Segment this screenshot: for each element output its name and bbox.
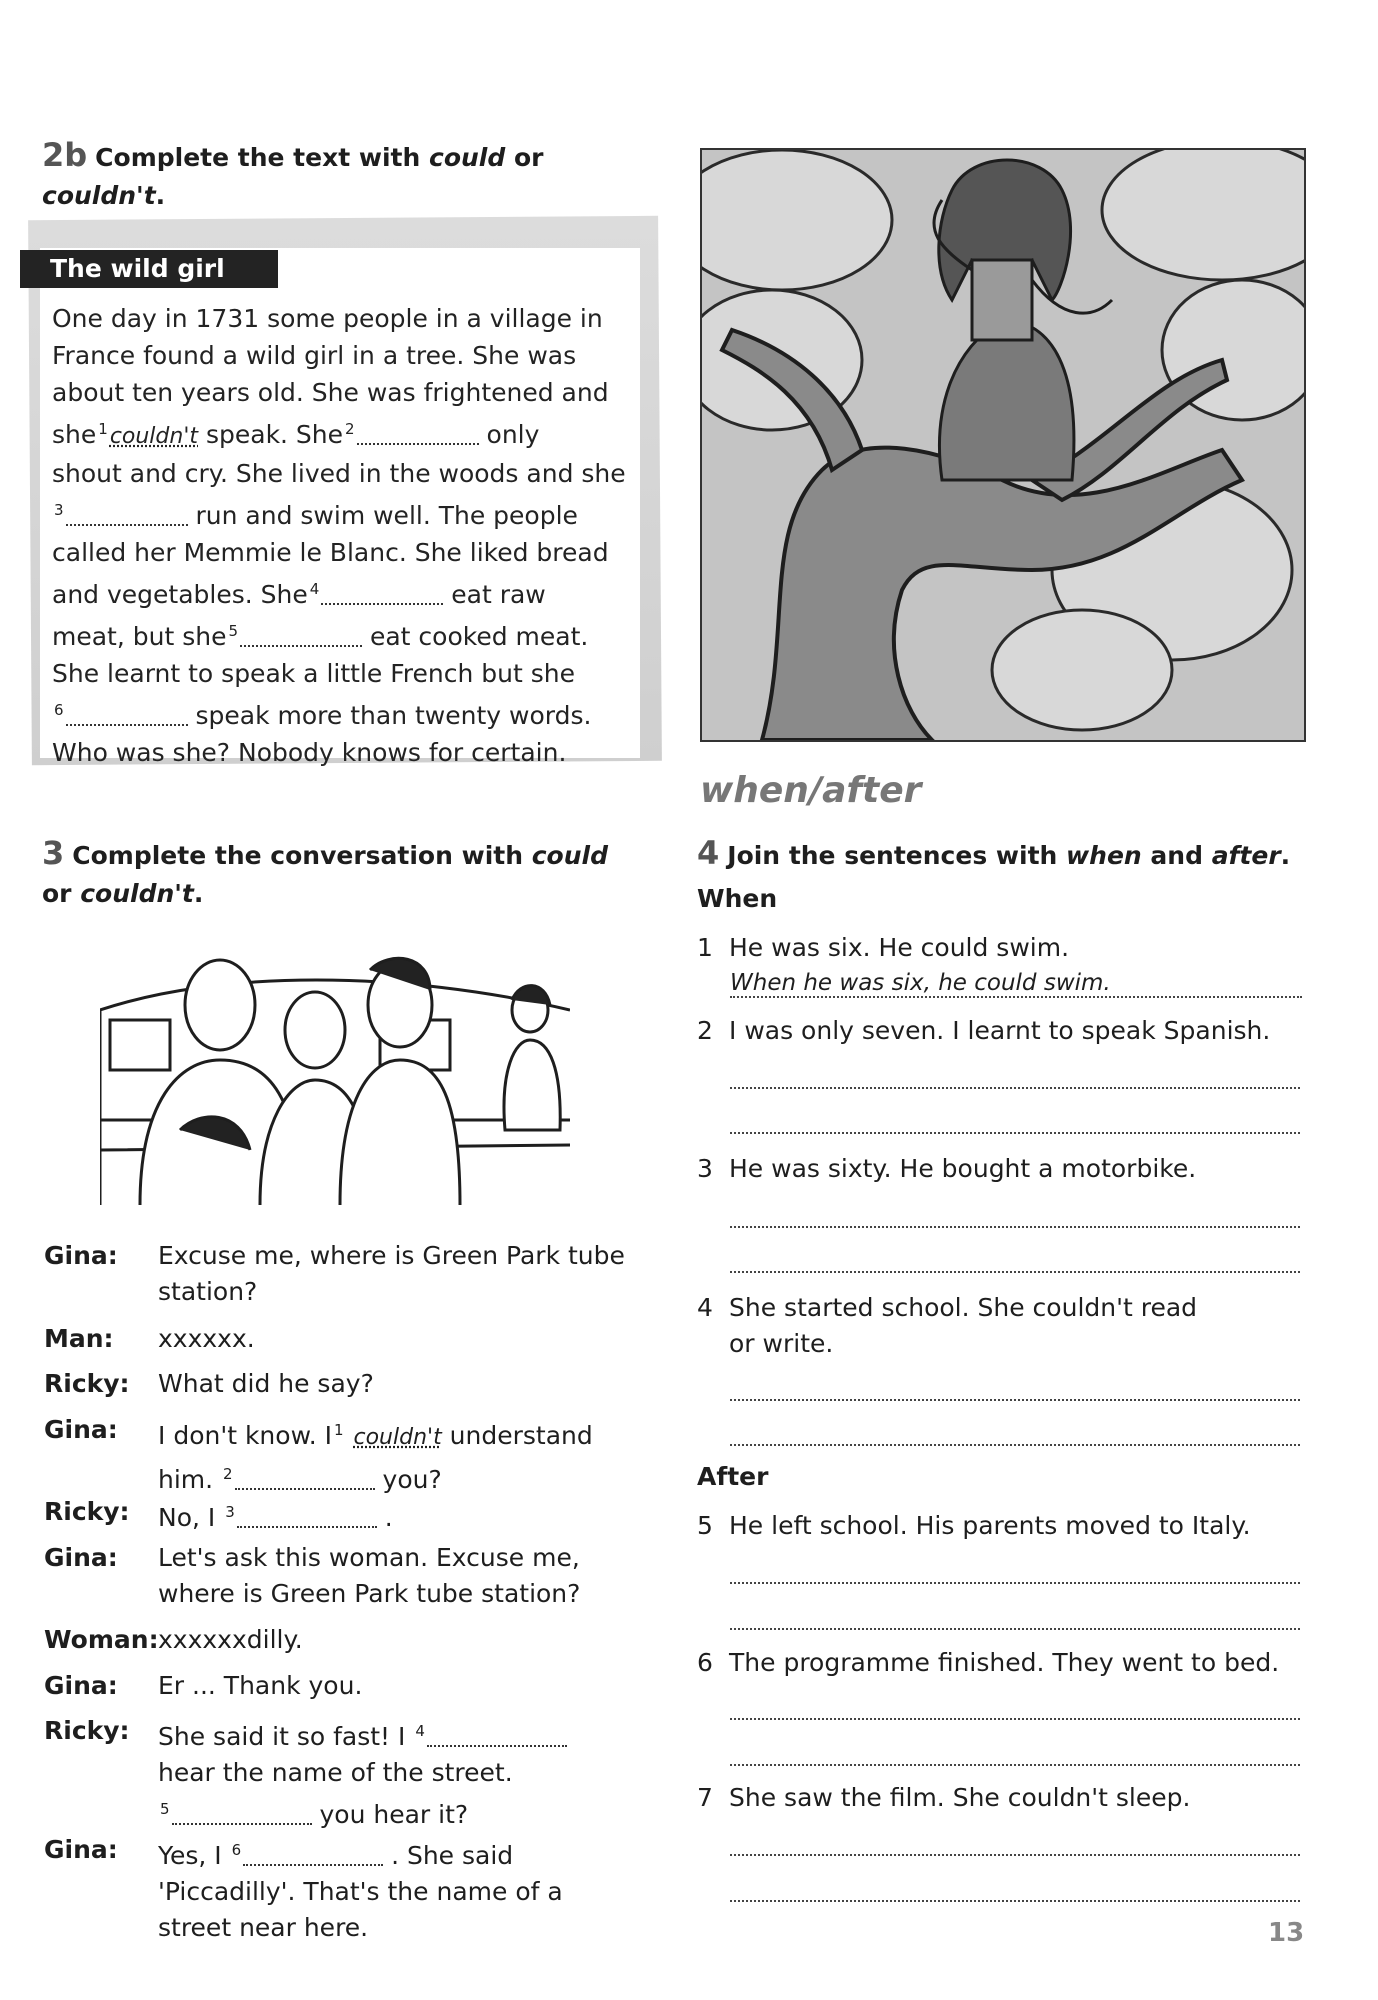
box-title: The wild girl (20, 250, 278, 288)
dialog-gap-2[interactable] (235, 1487, 375, 1490)
item-3-answer-line-1[interactable] (730, 1224, 1300, 1228)
exercise-3-heading: 3 Complete the conversation with could or couldn't. (42, 834, 608, 908)
dialog-gap-5[interactable] (172, 1822, 312, 1825)
dialog-gap-3[interactable] (237, 1525, 377, 1528)
section-title: when/after (700, 770, 922, 811)
gap-5[interactable] (240, 644, 362, 647)
item-6-answer-line-2[interactable] (730, 1762, 1300, 1766)
when-label: When (697, 884, 778, 913)
street-drawing (100, 950, 570, 1205)
exercise-4-heading: 4 Join the sentences with when and after. (697, 834, 1291, 872)
item-4-answer-line-1[interactable] (730, 1397, 1300, 1401)
item-5-answer-line-1[interactable] (730, 1580, 1300, 1584)
item-7-answer-line-2[interactable] (730, 1898, 1300, 1902)
exercise-number: 2b (42, 136, 88, 174)
dialog-gap-4[interactable] (427, 1744, 567, 1747)
item-5-answer-line-2[interactable] (730, 1626, 1300, 1630)
gap-6[interactable] (66, 723, 188, 726)
gap-2[interactable] (357, 442, 479, 445)
reading-text: One day in 1731 some people in a village in France found a wild girl in a tree. She was about ten years old. She was frightened and she $^1$couldn't speak. She $^2$ only shout and cry. She lived in the woods and she $^3$ run and swim well. The people called her Memmie le Blanc. She liked bread and vegetables. She $^4$ eat raw meat, but she $^5$ eat cooked meat. She learnt to speak a little French but she $^6$ speak more than twenty words. Who was she? Nobody knows for certain. (52, 304, 626, 767)
item-1-answer[interactable]: When he was six, he could swim. (730, 970, 1302, 998)
page-number: 13 (1268, 1918, 1305, 1948)
exercise-2b-heading: 2b Complete the text with could or couldn't. (42, 136, 544, 210)
gap-3[interactable] (66, 523, 188, 526)
street-people-illustration (100, 950, 570, 1205)
item-7-answer-line-1[interactable] (730, 1852, 1300, 1856)
item-2-answer-line-1[interactable] (730, 1085, 1300, 1089)
dialog-gap-6[interactable] (243, 1863, 383, 1866)
item-2-answer-line-2[interactable] (730, 1130, 1300, 1134)
tree-drawing (702, 150, 1304, 740)
item-4-answer-line-2[interactable] (730, 1442, 1300, 1446)
gap-1-answer: couldn't (109, 424, 199, 449)
dialog-gap-1-answer: couldn't (353, 1425, 442, 1450)
wild-girl-tree-illustration (700, 148, 1306, 742)
item-3-answer-line-2[interactable] (730, 1269, 1300, 1273)
gap-4[interactable] (321, 602, 443, 605)
after-label: After (697, 1462, 769, 1491)
item-6-answer-line-1[interactable] (730, 1716, 1300, 1720)
